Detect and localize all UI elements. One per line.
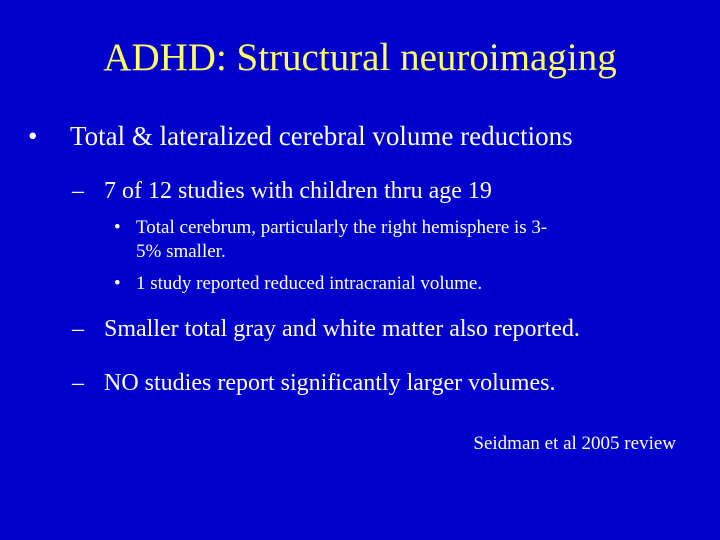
sub-point-no-larger-volumes: NO studies report significantly larger volumes.: [104, 370, 556, 396]
sub-point-studies-children: 7 of 12 studies with children thru age 19: [104, 178, 492, 204]
bullet-icon: •: [114, 217, 121, 238]
main-bullet-text: Total & lateralized cerebral volume reductions: [70, 121, 573, 151]
detail-cerebrum-line1: Total cerebrum, particularly the right hemisphere is 3-: [136, 217, 548, 238]
dash-icon: –: [72, 370, 84, 396]
sub-point-gray-white-matter: Smaller total gray and white matter also reported.: [104, 316, 580, 342]
slide-title: ADHD: Structural neuroimaging: [103, 36, 617, 79]
bullet-icon: •: [28, 121, 38, 151]
bullet-icon: •: [114, 273, 121, 294]
detail-cerebrum-line2: 5% smaller.: [136, 241, 226, 262]
dash-icon: –: [72, 178, 84, 204]
dash-icon: –: [72, 316, 84, 342]
detail-intracranial: 1 study reported reduced intracranial volume.: [136, 273, 483, 294]
citation: Seidman et al 2005 review: [473, 433, 676, 454]
